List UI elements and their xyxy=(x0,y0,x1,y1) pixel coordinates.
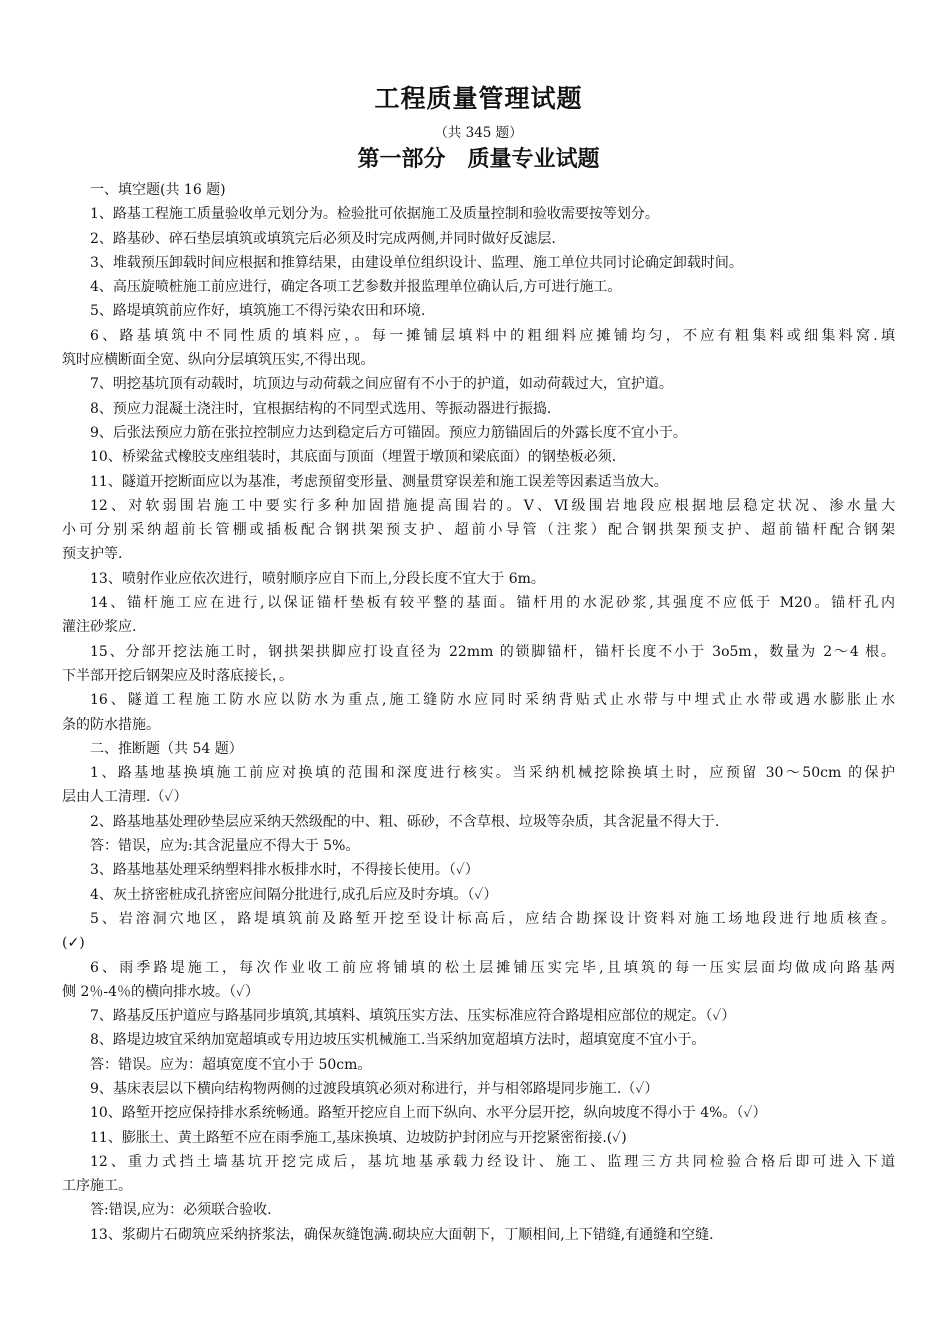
text-line: 11、隧道开挖断面应以为基准，考虑预留变形量、测量贯穿误差和施工误差等因素适当放大。 xyxy=(90,473,668,490)
text-line: 3、路基地基处理采纳塑料排水板排水时，不得接长使用。（✓） xyxy=(90,862,479,879)
part-title: 质量专业试题 xyxy=(467,146,600,172)
text-line: 8、预应力混凝土浇注时，宜根据结构的不同型式选用、等振动器进行振捣. xyxy=(90,400,552,417)
question-total: （共 345 题） xyxy=(434,125,523,141)
text-line: 答：错误，应为:其含泥量应不得大于 5%。 xyxy=(90,838,360,855)
text-line: 层由人工清理.（✓） xyxy=(62,789,188,806)
text-line: 4、高压旋喷桩施工前应进行，确定各项工艺参数并报监理单位确认后,方可进行施工。 xyxy=(90,279,622,296)
text-line: 13、喷射作业应依次进行，喷射顺序应自下而上,分段长度不宜大于 6m。 xyxy=(90,570,545,587)
text-line: 1、路基地基换填施工前应对换填的范围和深度进行核实。当采纳机械挖除换填土时，应预留 30～50cm 的保护 xyxy=(90,765,895,782)
text-line: 答:错误,应为：必须联合验收. xyxy=(90,1202,272,1219)
text-line: 12、对软弱围岩施工中要实行多种加固措施提高围岩的。Ⅴ、Ⅵ级围岩地段应根据地层稳定状况、渗水量大 xyxy=(90,497,895,514)
text-line: 5、路堤填筑前应作好，填筑施工不得污染农田和环境. xyxy=(90,303,426,320)
part-number: 第一部分 xyxy=(357,146,446,172)
text-line: 1、路基工程施工质量验收单元划分为。检验批可依据施工及质量控制和验收需要按等划分。 xyxy=(90,206,659,223)
text-line: 5、岩溶洞穴地区，路堤填筑前及路堑开挖至设计标高后，应结合勘探设计资料对施工场地段进行地质核查。 xyxy=(90,910,895,927)
text-line: 3、堆载预压卸载时间应根据和推算结果，由建设单位组织设计、监理、施工单位共同讨论确定卸载时间。 xyxy=(90,254,743,271)
part-heading xyxy=(62,144,895,174)
text-line: 13、浆砌片石砌筑应采纳挤浆法，确保灰缝饱满.砌块应大面朝下，丁顺相间,上下错缝,有通缝和空缝. xyxy=(90,1226,714,1243)
text-line: 2、路基地基处理砂垫层应采纳天然级配的中、粗、砾砂，不含草根、垃圾等杂质，其含泥量不得大于. xyxy=(90,813,720,830)
text-line: 预支护等. xyxy=(62,546,123,563)
text-line: 7、明挖基坑顶有动载时，坑顶边与动荷载之间应留有不小于的护道，如动荷载过大，宜护道。 xyxy=(90,376,673,393)
text-line: (✓) xyxy=(62,935,85,952)
text-line: 15、分部开挖法施工时，钢拱架拱脚应打设直径为 22mm 的锁脚锚杆，锚杆长度不小于 3o5m，数量为 2～4 根。 xyxy=(90,643,895,660)
text-line: 答：错误。应为：超填宽度不宜小于 50cm。 xyxy=(90,1056,372,1073)
text-line: 10、路堑开挖应保持排水系统畅通。路堑开挖应自上而下纵向、水平分层开挖，纵向坡度不得小于 4%。（✓） xyxy=(90,1105,767,1122)
text-line: 8、路堤边坡宜采纳加宽超填或专用边坡压实机械施工.当采纳加宽超填方法时，超填宽度不宜小于。 xyxy=(90,1032,706,1049)
text-line: 11、膨胀土、黄土路堑不应在雨季施工,基床换填、边坡防护封闭应与开挖紧密衔接.(✓) xyxy=(90,1129,627,1146)
text-line: 10、桥梁盆式橡胶支座组装时，其底面与顶面（埋置于墩顶和梁底面）的钢垫板必须. xyxy=(90,449,617,466)
document-title: 工程质量管理试题 xyxy=(374,84,583,113)
text-line: 2、路基砂、碎石垫层填筑或填筑完后必须及时完成两侧,并同时做好反滤层. xyxy=(90,230,556,247)
text-line: 6、雨季路堤施工，每次作业收工前应将铺填的松土层摊铺压实完毕,且填筑的每一压实层面均做成向路基两 xyxy=(90,959,895,976)
text-line: 6、路基填筑中不同性质的填料应，。每一摊铺层填料中的粗细料应摊铺均匀，不应有粗集料或细集料窝.填 xyxy=(90,327,895,344)
text-line: 12、重力式挡土墙基坑开挖完成后，基坑地基承载力经设计、施工、监理三方共同检验合格后即可进入下道 xyxy=(90,1153,895,1170)
text-line: 下半部开挖后钢架应及时落底接长，。 xyxy=(62,667,293,684)
text-line: 小可分别采纳超前长管棚或插板配合钢拱架预支护、超前小导管（注浆）配合钢拱架预支护、超前锚杆配合钢架 xyxy=(62,522,895,539)
text-line: 二、推断题（共 54 题） xyxy=(90,740,243,757)
text-line: 14、锚杆施工应在进行,以保证锚杆垫板有较平整的基面。锚杆用的水泥砂浆,其强度不应低于 M20。锚杆孔内 xyxy=(90,595,895,612)
text-line: 一、填空题(共 16 题) xyxy=(90,182,226,198)
question-list xyxy=(62,178,895,1247)
text-line: 灌注砂浆应. xyxy=(62,619,137,636)
text-line: 16、隧道工程施工防水应以防水为重点,施工缝防水应同时采纳背贴式止水带与中埋式止水带或遇水膨胀止水 xyxy=(90,692,895,709)
text-line: 条的防水措施。 xyxy=(62,716,160,733)
text-line: 9、后张法预应力筋在张拉控制应力达到稳定后方可锚固。预应力筋锚固后的外露长度不宜小于。 xyxy=(90,424,687,441)
text-line: 筑时应横断面全宽、纵向分层填筑压实,不得出现。 xyxy=(62,352,375,369)
text-line: 7、路基反压护道应与路基同步填筑,其填料、填筑压实方法、压实标准应符合路堤相应部位的规定。（✓） xyxy=(90,1008,736,1025)
text-line: 9、基床表层以下横向结构物两侧的过渡段填筑必须对称进行，并与相邻路堤同步施工.（✓） xyxy=(90,1080,659,1097)
text-line: 4、灰土挤密桩成孔挤密应间隔分批进行,成孔后应及时夯填。（✓） xyxy=(90,886,498,903)
text-line: 侧 2％-4％的横向排水坡。（✓） xyxy=(62,983,260,1000)
text-line: 工序施工。 xyxy=(62,1178,132,1195)
